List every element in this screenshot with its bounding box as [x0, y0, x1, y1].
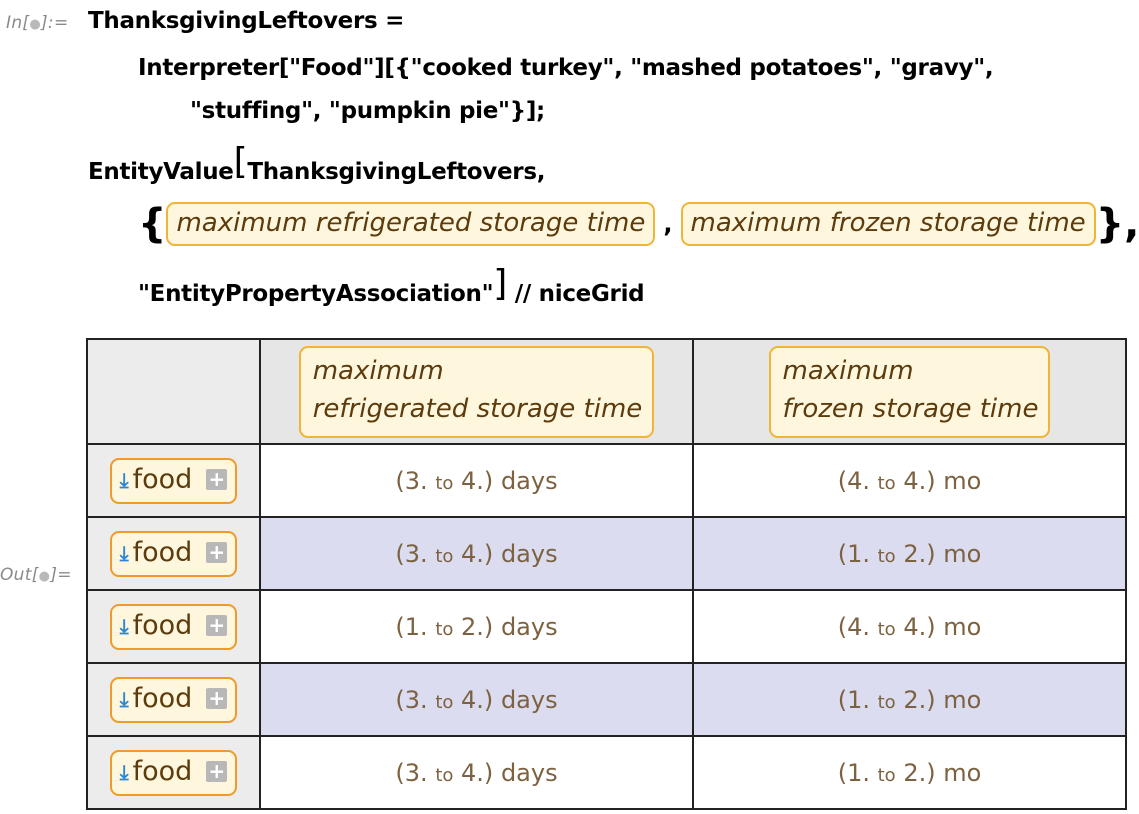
food-entity-button[interactable]: ⤓ food + — [110, 677, 238, 723]
expand-plus-icon[interactable]: + — [206, 761, 227, 782]
code-line-1[interactable]: ThanksgivingLeftovers = — [88, 8, 405, 34]
property-refrigerated-storage[interactable]: maximum refrigerated storage time — [166, 202, 655, 246]
table-row — [87, 590, 1126, 663]
frozen-value: (1. to 2.) mo — [693, 663, 1126, 736]
input-cell-label: In[●]:= — [6, 13, 69, 33]
frozen-value: (1. to 2.) mo — [693, 736, 1126, 809]
output-grid — [86, 338, 1127, 810]
list-comma: , — [663, 210, 673, 238]
expand-plus-icon[interactable]: + — [206, 615, 227, 636]
header-property-frozen[interactable]: maximum frozen storage time — [769, 346, 1051, 438]
frozen-value: (4. to 4.) mo — [693, 590, 1126, 663]
grid-corner-cell — [87, 339, 260, 444]
expand-plus-icon[interactable]: + — [206, 542, 227, 563]
food-entity-button[interactable]: ⤓ food + — [110, 531, 238, 577]
food-entity-icon: ⤓ — [119, 613, 129, 638]
property-frozen-storage[interactable]: maximum frozen storage time — [681, 202, 1096, 246]
output-cell-label: Out[●]= — [0, 565, 72, 585]
table-row — [87, 663, 1126, 736]
open-bracket: [ — [233, 141, 248, 182]
table-row — [87, 517, 1126, 590]
food-entity-icon: ⤓ — [119, 686, 129, 711]
row-label-cell — [87, 736, 260, 809]
refrigerated-value: (3. to 4.) days — [260, 444, 693, 517]
row-label-cell — [87, 663, 260, 736]
expand-plus-icon[interactable]: + — [206, 688, 227, 709]
row-label-cell — [87, 444, 260, 517]
close-bracket: ] — [493, 263, 508, 304]
food-entity-button[interactable]: ⤓ food + — [110, 604, 238, 650]
association-arg: "EntityPropertyAssociation" — [138, 281, 494, 307]
frozen-value: (4. to 4.) mo — [693, 444, 1126, 517]
entityvalue-function: EntityValue — [88, 159, 234, 185]
code-line-5[interactable] — [138, 200, 1139, 248]
close-brace: }, — [1095, 201, 1139, 247]
grid-header-refrigerated — [260, 339, 693, 444]
frozen-value: (1. to 2.) mo — [693, 517, 1126, 590]
row-label-cell — [87, 517, 260, 590]
code-line-2[interactable]: Interpreter["Food"][{"cooked turkey", "mashed potatoes", "gravy", — [138, 55, 994, 81]
refrigerated-value: (3. to 4.) days — [260, 736, 693, 809]
food-entity-button[interactable]: ⤓ food + — [110, 750, 238, 796]
food-entity-button[interactable]: ⤓ food + — [110, 458, 238, 504]
grid-header-frozen — [693, 339, 1126, 444]
food-entity-icon: ⤓ — [119, 467, 129, 492]
grid-header-row — [87, 339, 1126, 444]
nicegrid-postfix: // niceGrid — [507, 281, 645, 307]
refrigerated-value: (3. to 4.) days — [260, 663, 693, 736]
header-property-refrigerated[interactable]: maximum refrigerated storage time — [299, 346, 655, 438]
entityvalue-arg: ThanksgivingLeftovers, — [247, 159, 546, 185]
food-entity-icon: ⤓ — [119, 540, 129, 565]
row-label-cell — [87, 590, 260, 663]
expand-plus-icon[interactable]: + — [206, 469, 227, 490]
code-line-3[interactable]: "stuffing", "pumpkin pie"}]; — [190, 98, 545, 124]
open-brace: { — [138, 201, 167, 247]
food-entity-icon: ⤓ — [119, 759, 129, 784]
refrigerated-value: (1. to 2.) days — [260, 590, 693, 663]
code-line-4[interactable] — [88, 141, 546, 186]
refrigerated-value: (3. to 4.) days — [260, 517, 693, 590]
code-line-6[interactable] — [138, 263, 645, 308]
table-row — [87, 736, 1126, 809]
table-row — [87, 444, 1126, 517]
